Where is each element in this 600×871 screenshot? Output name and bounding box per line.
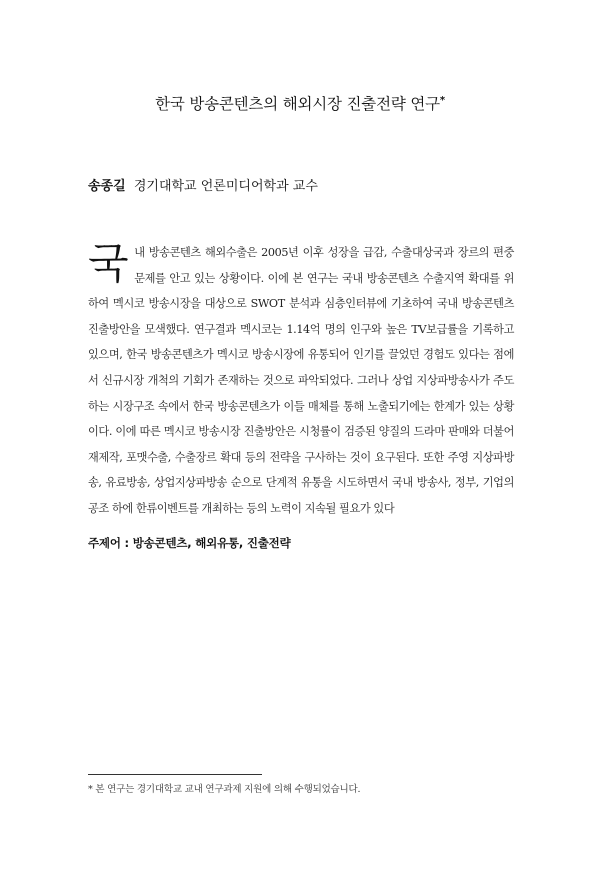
author-line: [88, 175, 318, 194]
abstract: [88, 240, 514, 522]
keywords: 주제어 : 방송콘텐츠, 해외유통, 진출전략: [88, 536, 291, 550]
footnote: * 본 연구는 경기대학교 교내 연구과제 지원에 의해 수행되었습니다.: [88, 784, 361, 795]
author-name: 송종길: [88, 179, 126, 194]
footnote-rule: [88, 774, 262, 775]
paper-title-text: 한국 방송콘텐츠의 해외시장 진출전략 연구: [155, 95, 440, 113]
paper-title: [0, 92, 600, 114]
title-footnote-marker: *: [439, 94, 445, 106]
abstract-dropcap: 국: [88, 239, 129, 288]
abstract-text: 내 방송콘텐츠 해외수출은 2005년 이후 성장을 급감, 수출대상국과 장르의 편중문제를 안고 있는 상황이다. 이에 본 연구는 국내 방송콘텐츠 수출지역 확대를 위하여 멕시코 방송시장을 대상으로 SWOT 분석과 심층인터뷰에 기초하여 국내 방송콘텐츠 진출방안을 모색했다. 연구결과 멕시코는 1.14억 명의 인구와 높은 TV보급률을 기록하고 있으며, 한국 방송콘텐츠가 멕시코 방송시장에 유통되어 인기를 끌었던 경험도 있다는 점에서 신규시장 개척의 기회가 존재하는 것으로 파악되었다. 그러나 상업 지상파방송사가 주도하는 시장구조 속에서 한국 방송콘텐츠가 이들 매체를 통해 노출되기에는 한계가 있는 상황이다. 이에 따른 멕시코 방송시장 진출방안은 시청률이 검증된 양질의 드라마 판매와 더불어 재제작, 포맷수출, 수출장르 확대 등의 전략을 구사하는 것이 요구된다. 또한 주영 지상파방송, 유료방송, 상업지상파방송 순으로 단계적 유통을 시도하면서 국내 방송사, 정부, 기업의 공조 하에 한류이벤트를 개최하는 등의 노력이 지속될 필요가 있다: [88, 246, 514, 515]
author-affiliation: 경기대학교 언론미디어학과 교수: [133, 179, 318, 194]
